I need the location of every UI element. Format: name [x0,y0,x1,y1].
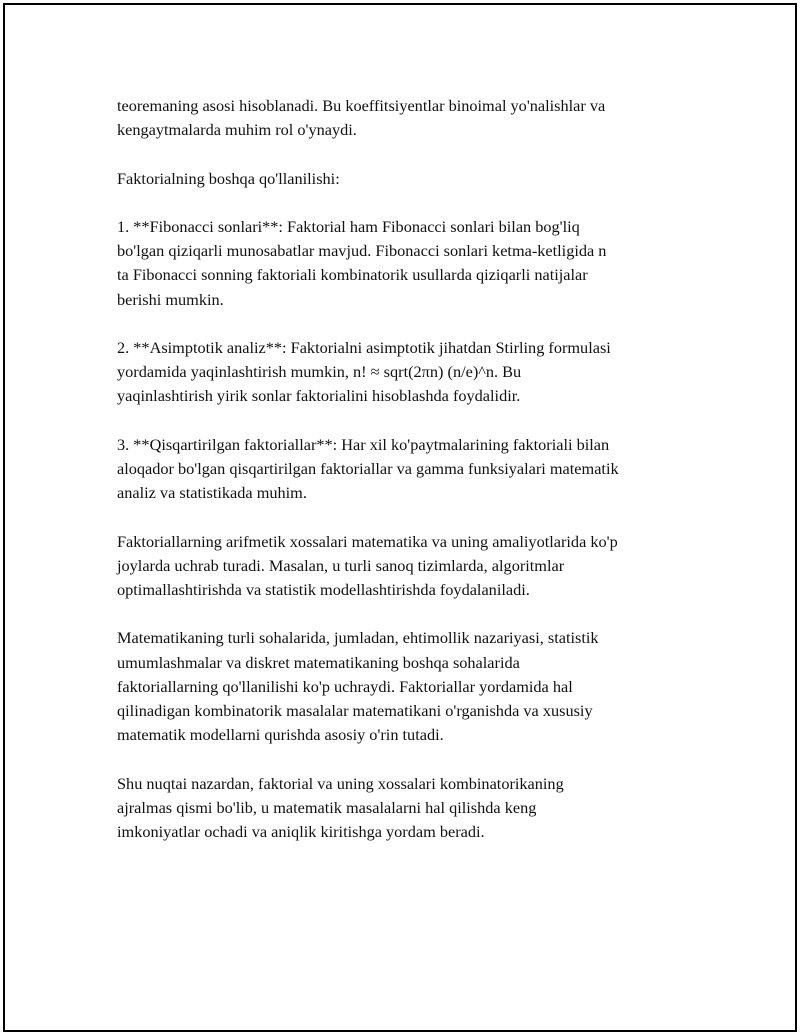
text-line: berishi mumkin. [117,289,224,309]
text-line: qilinadigan kombinatorik masalalar matematikani o'rganishda va xususiy [117,700,593,720]
document-body [117,94,697,868]
list-item-reduced-factorials [117,433,697,506]
text-line: Shu nuqtai nazardan, faktorial va uning xossalari kombinatorikaning [117,773,564,793]
text-line: 1. **Fibonacci sonlari**: Faktorial ham Fibonacci sonlari bilan bog'liq [117,216,580,236]
text-line: yaqinlashtirish yirik sonlar faktorialini hisoblashda foydalidir. [117,386,521,406]
text-line: Faktoriallarning arifmetik xossalari matematika va uning amaliyotlarida ko'p [117,531,618,551]
list-item-fibonacci [117,215,697,312]
text-line: ta Fibonacci sonning faktoriali kombinatorik usullarda qiziqarli natijalar [117,265,588,285]
section-heading [117,167,697,191]
text-line: Faktorialning boshqa qo'llanilishi: [117,168,340,188]
text-line: ajralmas qismi bo'lib, u matematik masalalarni hal qilishda keng [117,797,537,817]
text-line: kengaytmalarda muhim rol o'ynaydi. [117,120,357,140]
paragraph [117,530,697,603]
paragraph [117,94,697,142]
paragraph [117,772,697,845]
text-line: yordamida yaqinlashtirish mumkin, n! ≈ sqrt(2πn) (n/e)^n. Bu [117,362,522,382]
text-line: imkoniyatlar ochadi va aniqlik kiritishga yordam beradi. [117,821,485,841]
text-line: optimallashtirishda va statistik modellashtirishda foydalaniladi. [117,579,530,599]
list-item-asymptotic [117,336,697,409]
text-line: aloqador bo'lgan qisqartirilgan faktoriallar va gamma funksiyalari matematik [117,458,619,478]
text-line: joylarda uchrab turadi. Masalan, u turli sanoq tizimlarda, algoritmlar [117,555,565,575]
text-line: Matematikaning turli sohalarida, jumladan, ehtimollik nazariyasi, statistik [117,628,599,648]
text-line: 3. **Qisqartirilgan faktoriallar**: Har xil ko'paytmalarining faktoriali bilan [117,434,610,454]
text-line: teoremaning asosi hisoblanadi. Bu koeffitsiyentlar binoimal yo'nalishlar va [117,96,606,115]
paragraph [117,626,697,747]
text-line: 2. **Asimptotik analiz**: Faktorialni asimptotik jihatdan Stirling formulasi [117,337,611,357]
text-line: analiz va statistikada muhim. [117,483,307,503]
text-line: bo'lgan qiziqarli munosabatlar mavjud. Fibonacci sonlari ketma-ketligida n [117,241,607,261]
text-line: faktoriallarning qo'llanilishi ko'p uchraydi. Faktoriallar yordamida hal [117,676,573,696]
text-line: matematik modellarni qurishda asosiy o'rin tutadi. [117,725,444,745]
text-line: umumlashmalar va diskret matematikaning boshqa sohalarida [117,652,520,672]
